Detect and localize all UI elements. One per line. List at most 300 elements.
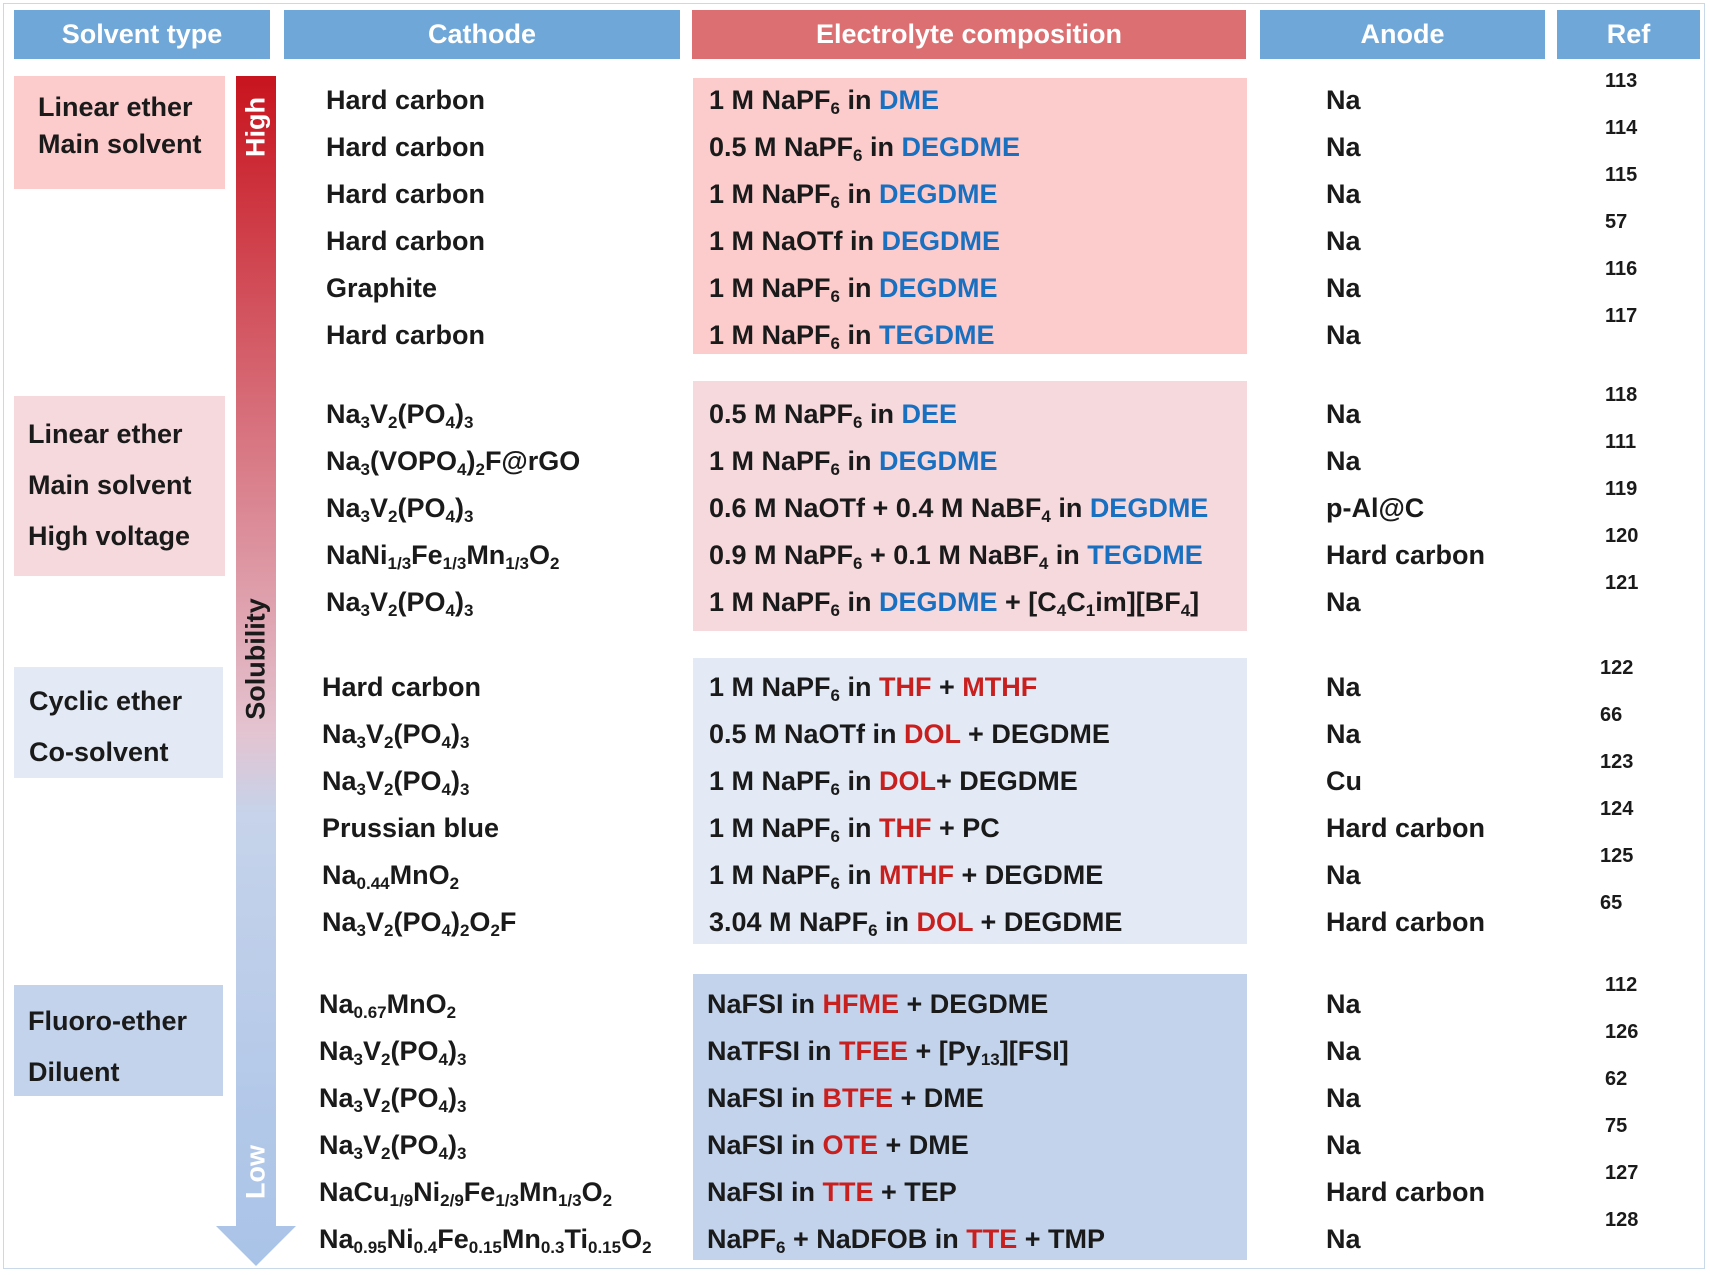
text-segment: Hard carbon: [322, 672, 482, 702]
text-segment: 1 M NaPF: [709, 672, 831, 702]
subscript: 4: [445, 507, 455, 526]
electrolyte-cell: [709, 80, 939, 120]
anode-cell: Na: [1326, 132, 1361, 162]
ref-cell: 115: [1605, 164, 1638, 186]
subscript: 3: [463, 413, 474, 432]
solvent-linear-ether: DEGDME: [881, 226, 1001, 256]
text-segment: V: [362, 1083, 381, 1113]
ref-cell: 118: [1605, 384, 1638, 406]
ref-cell: 127: [1605, 1162, 1639, 1184]
cathode-cell: [326, 127, 485, 167]
text-segment: Na: [322, 860, 357, 890]
anode-cell: Na: [1326, 273, 1361, 303]
subscript: 3: [456, 1144, 467, 1163]
text-segment: MnO: [386, 989, 447, 1019]
ref-cell: 116: [1605, 258, 1638, 280]
subscript: 0.3: [540, 1238, 565, 1257]
text-segment: Fe: [411, 540, 443, 570]
subscript: 6: [853, 554, 863, 573]
subscript: 3: [360, 507, 370, 526]
subscript: 6: [830, 827, 840, 846]
subscript: 2: [446, 1003, 457, 1022]
ref-cell: 57: [1605, 211, 1628, 233]
text-segment: im][BF: [1095, 587, 1181, 617]
subscript: 0.67: [353, 1003, 387, 1022]
solvent-linear-ether: DEGDME: [879, 179, 998, 209]
text-segment: +: [931, 672, 963, 702]
cathode-cell: [326, 535, 559, 575]
cathode-cell: [326, 221, 485, 261]
anode-cell: Na: [1326, 1130, 1361, 1160]
group-label-linear-ether: [14, 76, 225, 189]
text-segment: NaTFSI in: [707, 1036, 840, 1066]
subscript: 1/9: [389, 1191, 414, 1210]
text-segment: (PO: [390, 1036, 439, 1066]
text-segment: Na: [319, 1083, 354, 1113]
text-segment: Mn: [501, 1224, 541, 1254]
text-segment: + DEGDME: [973, 907, 1123, 937]
subscript: 3: [456, 1097, 467, 1116]
solvent-linear-ether: DEE: [901, 399, 958, 429]
solvent-cyclic-fluoro-ether: OTE: [822, 1130, 879, 1160]
subscript: 2: [459, 921, 470, 940]
ref-cell: 125: [1600, 845, 1634, 867]
cathode-cell: [322, 902, 516, 942]
solvent-cyclic-fluoro-ether: BTFE: [822, 1083, 894, 1113]
subscript: 6: [830, 874, 840, 893]
subscript: 1/3: [557, 1191, 582, 1210]
text-segment: in: [840, 85, 879, 115]
text-segment: NaFSI in: [707, 989, 823, 1019]
text-segment: Ti: [564, 1224, 588, 1254]
text-segment: Ni: [413, 1177, 441, 1207]
subscript: 3: [356, 733, 366, 752]
text-segment: NaFSI in: [707, 1177, 823, 1207]
text-segment: + [Py: [908, 1036, 981, 1066]
cathode-cell: [319, 984, 456, 1024]
text-segment: Na: [322, 766, 357, 796]
text-segment: 1 M NaPF: [709, 273, 831, 303]
subscript: 4: [457, 460, 467, 479]
electrolyte-cell: [709, 582, 1199, 622]
text-segment: V: [369, 493, 388, 523]
cathode-cell: [326, 441, 580, 481]
text-segment: 1 M NaPF: [709, 320, 831, 350]
group-label-line: Fluoro-ether: [28, 1006, 187, 1036]
ref-cell: 66: [1600, 704, 1623, 726]
text-segment: + DME: [878, 1130, 969, 1160]
ref-cell: 126: [1605, 1021, 1639, 1043]
subscript: 3: [459, 733, 470, 752]
anode-cell: Na: [1326, 1083, 1361, 1113]
cathode-cell: [326, 315, 485, 355]
text-segment: (PO: [393, 719, 442, 749]
text-segment: Na: [326, 399, 361, 429]
subscript: 3: [456, 1050, 467, 1069]
anode-cell: Na: [1326, 1036, 1361, 1066]
text-segment: ): [450, 907, 460, 937]
text-segment: in: [840, 860, 879, 890]
text-segment: Na: [319, 1130, 354, 1160]
ref-cell: 117: [1605, 305, 1638, 327]
cathode-cell: [322, 714, 469, 754]
subscript: 6: [830, 287, 840, 306]
subscript: 6: [830, 460, 840, 479]
subscript: 4: [438, 1050, 448, 1069]
subscript: 6: [830, 99, 840, 118]
text-segment: Hard carbon: [326, 132, 486, 162]
text-segment: ): [454, 587, 464, 617]
subscript: 3: [360, 460, 370, 479]
text-segment: (PO: [397, 587, 446, 617]
text-segment: Ni: [386, 1224, 414, 1254]
text-segment: + PC: [931, 813, 1000, 843]
subscript: 2: [381, 1050, 391, 1069]
text-segment: ): [447, 1130, 457, 1160]
text-segment: Hard carbon: [326, 320, 486, 350]
solvent-cyclic-fluoro-ether: HFME: [822, 989, 900, 1019]
text-segment: (PO: [390, 1130, 439, 1160]
text-segment: O: [581, 1177, 603, 1207]
subscript: 4: [1041, 507, 1051, 526]
text-segment: in: [840, 179, 879, 209]
ref-cell: 122: [1600, 657, 1634, 679]
ref-cell: 121: [1605, 572, 1639, 594]
text-segment: ): [447, 1036, 457, 1066]
group-label-cyclic-ether: [14, 667, 223, 778]
subscript: 6: [868, 921, 878, 940]
subscript: 6: [830, 334, 840, 353]
text-segment: + DEGDME: [899, 989, 1049, 1019]
text-segment: Na: [319, 1036, 354, 1066]
subscript: 2: [475, 460, 485, 479]
electrolyte-cell: [709, 394, 957, 434]
subscript: 2: [549, 554, 560, 573]
text-segment: ): [450, 719, 460, 749]
text-segment: + 0.1 M NaBF: [862, 540, 1039, 570]
text-segment: 0.5 M NaOTf in: [709, 719, 905, 749]
subscript: 6: [776, 1238, 786, 1257]
solvent-cyclic-fluoro-ether: TTE: [966, 1224, 1018, 1254]
text-segment: Na: [326, 587, 361, 617]
text-segment: Mn: [518, 1177, 558, 1207]
text-segment: V: [365, 907, 384, 937]
electrolyte-cell: [709, 268, 998, 308]
subscript: 2: [384, 921, 394, 940]
subscript: 4: [441, 733, 451, 752]
text-segment: ): [454, 493, 464, 523]
subscript: 3: [356, 780, 366, 799]
subscript: 4: [445, 601, 455, 620]
text-segment: Na: [322, 907, 357, 937]
electrolyte-cell: [709, 535, 1203, 575]
text-segment: + DME: [893, 1083, 984, 1113]
electrolyte-cell: [709, 761, 1078, 801]
text-segment: 1 M NaPF: [709, 813, 831, 843]
text-segment: (PO: [393, 766, 442, 796]
text-segment: V: [365, 766, 384, 796]
electrolyte-cell: [707, 1125, 969, 1165]
solvent-cyclic-fluoro-ether: THF: [879, 672, 932, 702]
anode-cell: Na: [1326, 446, 1361, 476]
text-segment: NaFSI in: [707, 1130, 823, 1160]
subscript: 1/3: [387, 554, 412, 573]
electrolyte-cell: [707, 1219, 1105, 1259]
text-segment: (PO: [397, 493, 446, 523]
text-segment: 1 M NaPF: [709, 766, 831, 796]
ref-cell: 62: [1605, 1068, 1628, 1090]
text-segment: in: [1048, 540, 1088, 570]
text-segment: 1 M NaPF: [709, 446, 831, 476]
solvent-linear-ether: DEGDME: [879, 587, 998, 617]
electrolyte-cell: [707, 1031, 1069, 1071]
text-segment: in: [840, 813, 879, 843]
group-label-line: Diluent: [28, 1057, 120, 1087]
text-segment: in: [877, 907, 917, 937]
anode-cell: Na: [1326, 1224, 1361, 1254]
subscript: 2/9: [440, 1191, 464, 1210]
text-segment: O: [528, 540, 550, 570]
subscript: 2: [449, 874, 460, 893]
text-segment: O: [469, 907, 491, 937]
electrolyte-cell: [709, 441, 998, 481]
electrolyte-cell: [709, 808, 1000, 848]
group-label-line: High voltage: [28, 521, 191, 551]
electrolyte-cell: [709, 221, 1000, 261]
text-segment: C: [1066, 587, 1086, 617]
text-segment: + DEGDME: [960, 719, 1110, 749]
subscript: 4: [441, 921, 451, 940]
text-segment: NaPF: [707, 1224, 777, 1254]
subscript: 2: [388, 413, 398, 432]
anode-cell: Na: [1326, 587, 1361, 617]
ref-cell: 112: [1605, 974, 1638, 996]
cathode-cell: [322, 808, 499, 848]
subscript: 4: [445, 413, 455, 432]
group-label-line: Co-solvent: [29, 737, 169, 767]
ref-cell: 65: [1600, 892, 1623, 914]
subscript: 2: [388, 601, 398, 620]
anode-cell: Hard carbon: [1326, 1177, 1486, 1207]
subscript: 0.4: [413, 1238, 438, 1257]
anode-cell: Na: [1326, 860, 1361, 890]
subscript: 0.44: [356, 874, 390, 893]
subscript: 4: [438, 1097, 448, 1116]
text-segment: O: [621, 1224, 643, 1254]
anode-cell: Cu: [1326, 766, 1362, 796]
group-label-line: Cyclic ether: [29, 686, 183, 716]
text-segment: F: [499, 907, 517, 937]
text-segment: 1 M NaOTf in: [709, 226, 882, 256]
subscript: 2: [388, 507, 398, 526]
text-segment: 1 M NaPF: [709, 587, 831, 617]
subscript: 4: [1038, 554, 1049, 573]
ref-cell: 113: [1605, 70, 1638, 92]
text-segment: Hard carbon: [326, 226, 486, 256]
text-segment: in: [840, 273, 879, 303]
subscript: 2: [381, 1144, 391, 1163]
text-segment: NaNi: [326, 540, 388, 570]
ref-cell: 75: [1605, 1115, 1628, 1137]
solvent-cyclic-fluoro-ether: MTHF: [879, 860, 954, 890]
cathode-cell: [326, 394, 473, 434]
electrolyte-cell: [709, 855, 1103, 895]
text-segment: in: [862, 399, 902, 429]
header-cathode: Cathode: [284, 10, 680, 59]
gradient-low-label: Low: [240, 1145, 271, 1199]
electrolyte-cell: [709, 714, 1110, 754]
anode-cell: Hard carbon: [1326, 907, 1486, 937]
text-segment: + TEP: [873, 1177, 957, 1207]
text-segment: (VOPO: [369, 446, 457, 476]
subscript: 0.95: [353, 1238, 387, 1257]
solvent-linear-ether: DEGDME: [879, 446, 998, 476]
electrolyte-cell: [707, 984, 1048, 1024]
solvent-cyclic-fluoro-ether: TFEE: [839, 1036, 909, 1066]
electrolyte-cell: [709, 488, 1208, 528]
subscript: 2: [384, 780, 394, 799]
text-segment: in: [1050, 493, 1090, 523]
text-segment: Hard carbon: [326, 85, 486, 115]
text-segment: 0.5 M NaPF: [709, 132, 854, 162]
ref-cell: 111: [1605, 431, 1637, 453]
solvent-cyclic-fluoro-ether: DOL: [916, 907, 974, 937]
text-segment: (PO: [390, 1083, 439, 1113]
cathode-cell: [326, 268, 437, 308]
text-segment: Mn: [466, 540, 506, 570]
text-segment: ): [450, 766, 460, 796]
cathode-cell: [322, 667, 481, 707]
ref-cell: 120: [1605, 525, 1639, 547]
subscript: 6: [853, 146, 863, 165]
text-segment: 1 M NaPF: [709, 85, 831, 115]
subscript: 6: [830, 601, 840, 620]
text-segment: in: [840, 320, 879, 350]
group-label-line: Linear ether: [38, 92, 193, 122]
text-segment: 0.5 M NaPF: [709, 399, 854, 429]
text-segment: V: [362, 1130, 381, 1160]
text-segment: (PO: [397, 399, 446, 429]
group-label-line: Main solvent: [28, 470, 192, 500]
electrolyte-cell: [709, 315, 995, 355]
subscript: 3: [353, 1050, 363, 1069]
group-label-linear-ether-high-voltage: [14, 396, 225, 576]
header-ref: Ref: [1557, 10, 1700, 59]
solvent-linear-ether: DEGDME: [1089, 493, 1209, 523]
text-segment: + NaDFOB in: [785, 1224, 967, 1254]
text-segment: V: [369, 399, 388, 429]
anode-cell: Hard carbon: [1326, 813, 1486, 843]
text-segment: + TMP: [1017, 1224, 1106, 1254]
text-segment: Hard carbon: [326, 179, 486, 209]
electrolyte-cell: [709, 667, 1037, 707]
header-electrolyte: Electrolyte composition: [692, 10, 1246, 59]
cathode-cell: [319, 1078, 466, 1118]
subscript: 3: [353, 1097, 363, 1116]
solvent-linear-ether: DEGDME: [901, 132, 1021, 162]
subscript: 13: [980, 1050, 1000, 1069]
text-segment: NaCu: [319, 1177, 390, 1207]
solvent-linear-ether: TEGDME: [879, 320, 995, 350]
text-segment: V: [369, 587, 388, 617]
electrolyte-cell: [707, 1172, 957, 1212]
subscript: 3: [360, 601, 370, 620]
text-segment: ): [454, 399, 464, 429]
text-segment: NaFSI in: [707, 1083, 823, 1113]
ref-cell: 123: [1600, 751, 1634, 773]
solvent-cyclic-fluoro-ether: DOL: [904, 719, 961, 749]
ref-cell: 124: [1600, 798, 1634, 820]
subscript: 6: [830, 193, 840, 212]
text-segment: 1 M NaPF: [709, 860, 831, 890]
cathode-cell: [326, 582, 473, 622]
subscript: 2: [602, 1191, 613, 1210]
text-segment: in: [840, 587, 879, 617]
group-label-line: Linear ether: [28, 419, 183, 449]
anode-cell: Na: [1326, 672, 1361, 702]
anode-cell: Na: [1326, 179, 1361, 209]
subscript: 2: [490, 921, 500, 940]
electrolyte-cell: [707, 1078, 984, 1118]
text-segment: Prussian blue: [322, 813, 500, 843]
text-segment: + DEGDME: [953, 860, 1104, 890]
ref-cell: 114: [1605, 117, 1638, 139]
text-segment: (PO: [393, 907, 442, 937]
cathode-cell: [322, 761, 469, 801]
subscript: 4: [441, 780, 451, 799]
text-segment: ): [447, 1083, 457, 1113]
anode-cell: Na: [1326, 226, 1361, 256]
text-segment: F@rGO: [484, 446, 581, 476]
header-solvent-type: Solvent type: [14, 10, 270, 59]
text-segment: + [C: [997, 587, 1057, 617]
subscript: 1/3: [495, 1191, 519, 1210]
group-label-line: Main solvent: [38, 129, 202, 159]
subscript: 0.15: [468, 1238, 502, 1257]
text-segment: Na: [319, 1224, 354, 1254]
anode-cell: Na: [1326, 85, 1361, 115]
cathode-cell: [326, 80, 485, 120]
subscript: 1/3: [442, 554, 467, 573]
anode-cell: Na: [1326, 989, 1361, 1019]
text-segment: Na: [326, 493, 361, 523]
text-segment: in: [840, 446, 879, 476]
text-segment: Fe: [437, 1224, 469, 1254]
subscript: 2: [642, 1238, 652, 1257]
subscript: 1/3: [505, 554, 529, 573]
subscript: 3: [463, 507, 474, 526]
cathode-cell: [319, 1031, 466, 1071]
subscript: 4: [1180, 601, 1191, 620]
cathode-cell: [319, 1219, 652, 1259]
solvent-cyclic-fluoro-ether: DOL: [879, 766, 936, 796]
anode-cell: Hard carbon: [1326, 540, 1486, 570]
gradient-high-label: High: [240, 97, 271, 157]
text-segment: in: [840, 766, 879, 796]
cathode-cell: [326, 174, 485, 214]
electrolyte-cell: [709, 174, 998, 214]
text-segment: Fe: [463, 1177, 496, 1207]
text-segment: MnO: [389, 860, 450, 890]
subscript: 6: [830, 780, 840, 799]
text-segment: Na: [322, 719, 357, 749]
solvent-linear-ether: TEGDME: [1087, 540, 1203, 570]
subscript: 3: [356, 921, 366, 940]
text-segment: ]: [1190, 587, 1200, 617]
anode-cell: Na: [1326, 719, 1361, 749]
text-segment: ): [466, 446, 476, 476]
electrolyte-cell: [709, 127, 1020, 167]
